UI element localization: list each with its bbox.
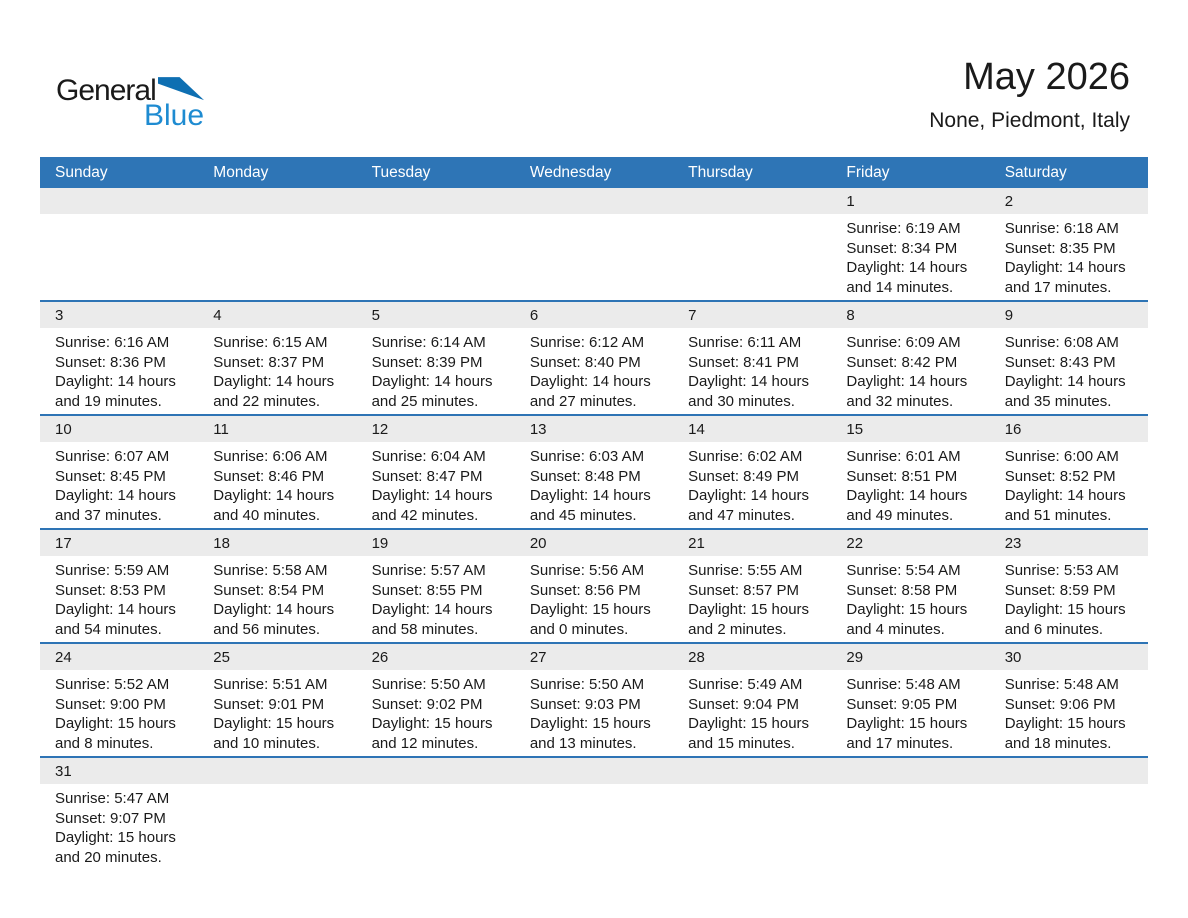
day-details	[990, 442, 1148, 528]
sunset-text: Sunset: 8:54 PM	[213, 581, 325, 599]
day-cell-empty	[990, 757, 1148, 883]
day-cell-2	[990, 188, 1148, 301]
sunset-text: Sunset: 8:51 PM	[846, 467, 958, 485]
sunset-text: Sunset: 8:56 PM	[529, 581, 641, 599]
logo-text-blue: Blue	[143, 99, 204, 132]
daylight-text-line2: and 0 minutes.	[529, 620, 629, 638]
daylight-text-line2: and 22 minutes.	[213, 392, 321, 410]
day-details	[673, 670, 831, 756]
sunset-text: Sunset: 8:36 PM	[55, 353, 166, 371]
sunrise-text: Sunrise: 6:08 AM	[1004, 334, 1119, 351]
sunrise-text: Sunrise: 6:18 AM	[1004, 220, 1119, 237]
day-number: 16	[1004, 421, 1022, 438]
daylight-text-line1: Daylight: 15 hours	[846, 715, 968, 732]
daylight-text-line2: and 6 minutes.	[1004, 620, 1104, 638]
day-number: 29	[846, 649, 864, 666]
day-details	[990, 556, 1148, 642]
sunset-text: Sunset: 9:01 PM	[213, 695, 325, 713]
sunrise-text: Sunrise: 5:53 AM	[1004, 562, 1119, 579]
day-details	[40, 442, 198, 528]
day-details	[673, 442, 831, 528]
daylight-text-line1: Daylight: 14 hours	[55, 601, 176, 618]
daylight-text-line1: Daylight: 15 hours	[846, 601, 968, 618]
daylight-text-line1: Daylight: 14 hours	[529, 487, 651, 504]
day-details	[515, 670, 673, 756]
day-cell-3	[40, 301, 198, 415]
day-cell-10	[40, 415, 198, 529]
daylight-text-line2: and 25 minutes.	[371, 392, 479, 410]
day-header-thursday: Thursday	[673, 157, 831, 188]
day-cell-15	[831, 415, 989, 529]
day-header-wednesday: Wednesday	[515, 157, 673, 188]
sunrise-text: Sunrise: 6:00 AM	[1004, 448, 1119, 465]
day-number-band	[198, 530, 356, 556]
day-number-band	[357, 302, 515, 328]
day-cell-empty	[515, 188, 673, 301]
sunset-text: Sunset: 9:06 PM	[1004, 695, 1116, 713]
day-cell-6	[515, 301, 673, 415]
day-header-sunday: Sunday	[40, 157, 198, 188]
day-number-band	[198, 188, 356, 214]
daylight-text-line1: Daylight: 14 hours	[846, 373, 968, 390]
daylight-text-line2: and 35 minutes.	[1004, 392, 1112, 410]
sunrise-text: Sunrise: 6:09 AM	[846, 334, 961, 351]
daylight-text-line1: Daylight: 14 hours	[846, 259, 968, 276]
day-cell-empty	[357, 188, 515, 301]
day-number: 25	[213, 649, 230, 666]
day-cell-30	[990, 643, 1148, 757]
day-details	[198, 442, 356, 528]
day-number: 4	[213, 307, 222, 324]
sunset-text: Sunset: 8:34 PM	[846, 239, 958, 257]
day-number-band	[673, 644, 831, 670]
sunset-text: Sunset: 9:00 PM	[55, 695, 166, 713]
sunrise-text: Sunrise: 6:06 AM	[213, 448, 328, 465]
day-number: 13	[529, 421, 547, 438]
sunset-text: Sunset: 9:03 PM	[529, 695, 641, 713]
day-number: 12	[371, 421, 389, 438]
day-number-band	[831, 644, 989, 670]
day-number: 8	[846, 307, 855, 324]
day-number-band	[357, 530, 515, 556]
day-number-band	[673, 758, 831, 784]
sunset-text: Sunset: 8:59 PM	[1004, 581, 1116, 599]
day-cell-14	[673, 415, 831, 529]
page-title: May 2026	[963, 56, 1130, 98]
day-number-band	[515, 188, 673, 214]
day-details	[357, 442, 515, 528]
week-row	[40, 188, 1148, 301]
day-number: 15	[846, 421, 864, 438]
day-header-row	[40, 157, 1148, 188]
daylight-text-line2: and 58 minutes.	[371, 620, 479, 638]
day-number-band	[357, 416, 515, 442]
day-number-band	[515, 530, 673, 556]
day-details	[198, 556, 356, 642]
sunrise-text: Sunrise: 6:03 AM	[529, 448, 645, 465]
day-number: 10	[55, 421, 72, 438]
day-details	[40, 670, 198, 756]
day-number-band	[831, 758, 989, 784]
daylight-text-line2: and 8 minutes.	[55, 734, 154, 752]
day-number-band	[990, 188, 1148, 214]
sunrise-text: Sunrise: 5:51 AM	[213, 676, 328, 693]
sunset-text: Sunset: 9:05 PM	[846, 695, 958, 713]
day-number: 28	[688, 649, 705, 666]
day-cell-29	[831, 643, 989, 757]
day-details	[515, 328, 673, 414]
day-cell-4	[198, 301, 356, 415]
daylight-text-line2: and 17 minutes.	[846, 734, 954, 752]
day-number: 23	[1004, 535, 1022, 552]
day-details	[831, 442, 989, 528]
day-details	[357, 328, 515, 414]
sunset-text: Sunset: 8:35 PM	[1004, 239, 1116, 257]
day-cell-21	[673, 529, 831, 643]
day-header-tuesday: Tuesday	[357, 157, 515, 188]
day-cell-26	[357, 643, 515, 757]
day-number-band	[990, 530, 1148, 556]
day-number-band	[40, 758, 198, 784]
day-number: 14	[688, 421, 705, 438]
day-cell-16	[990, 415, 1148, 529]
daylight-text-line1: Daylight: 14 hours	[688, 373, 810, 390]
sunset-text: Sunset: 8:42 PM	[846, 353, 958, 371]
day-cell-empty	[198, 188, 356, 301]
day-cell-9	[990, 301, 1148, 415]
daylight-text-line2: and 49 minutes.	[846, 506, 954, 524]
day-details	[40, 784, 198, 883]
day-number-band	[40, 188, 198, 214]
day-number: 7	[688, 307, 697, 324]
day-cell-5	[357, 301, 515, 415]
daylight-text-line1: Daylight: 15 hours	[55, 715, 176, 732]
sunset-text: Sunset: 8:45 PM	[55, 467, 166, 485]
sunrise-text: Sunrise: 6:01 AM	[846, 448, 961, 465]
day-number-band	[357, 758, 515, 784]
day-details	[357, 556, 515, 642]
day-cell-7	[673, 301, 831, 415]
day-details	[40, 328, 198, 414]
sunset-text: Sunset: 8:46 PM	[213, 467, 325, 485]
daylight-text-line1: Daylight: 15 hours	[529, 601, 651, 618]
daylight-text-line1: Daylight: 14 hours	[213, 373, 335, 390]
sunrise-text: Sunrise: 6:02 AM	[688, 448, 803, 465]
daylight-text-line1: Daylight: 15 hours	[371, 715, 493, 732]
daylight-text-line2: and 19 minutes.	[55, 392, 162, 410]
daylight-text-line2: and 32 minutes.	[846, 392, 954, 410]
daylight-text-line2: and 20 minutes.	[55, 848, 162, 866]
sunset-text: Sunset: 8:37 PM	[213, 353, 325, 371]
daylight-text-line1: Daylight: 15 hours	[55, 829, 176, 846]
daylight-text-line2: and 40 minutes.	[213, 506, 321, 524]
daylight-text-line1: Daylight: 15 hours	[688, 601, 810, 618]
day-number-band	[673, 530, 831, 556]
sunset-text: Sunset: 8:58 PM	[846, 581, 958, 599]
sunrise-text: Sunrise: 5:59 AM	[55, 562, 170, 579]
week-row	[40, 643, 1148, 757]
day-details	[515, 556, 673, 642]
daylight-text-line2: and 12 minutes.	[371, 734, 479, 752]
day-cell-22	[831, 529, 989, 643]
day-number-band	[990, 758, 1148, 784]
sunset-text: Sunset: 8:39 PM	[371, 353, 483, 371]
sunrise-text: Sunrise: 6:12 AM	[529, 334, 645, 351]
daylight-text-line1: Daylight: 14 hours	[371, 601, 493, 618]
day-cell-23	[990, 529, 1148, 643]
daylight-text-line1: Daylight: 14 hours	[55, 373, 176, 390]
day-cell-empty	[831, 757, 989, 883]
day-cell-27	[515, 643, 673, 757]
sunrise-text: Sunrise: 6:14 AM	[371, 334, 486, 351]
page-subtitle: None, Piedmont, Italy	[929, 108, 1130, 132]
day-number-band	[515, 644, 673, 670]
daylight-text-line2: and 27 minutes.	[529, 392, 637, 410]
daylight-text-line2: and 37 minutes.	[55, 506, 162, 524]
day-number: 26	[371, 649, 389, 666]
day-number-band	[515, 302, 673, 328]
sunrise-text: Sunrise: 5:54 AM	[846, 562, 961, 579]
sunrise-text: Sunrise: 5:58 AM	[213, 562, 328, 579]
sunrise-text: Sunrise: 5:47 AM	[55, 790, 170, 807]
sunrise-text: Sunrise: 5:49 AM	[688, 676, 803, 693]
daylight-text-line2: and 4 minutes.	[846, 620, 945, 638]
daylight-text-line2: and 2 minutes.	[688, 620, 787, 638]
daylight-text-line2: and 47 minutes.	[688, 506, 795, 524]
sunrise-text: Sunrise: 6:04 AM	[371, 448, 486, 465]
sunset-text: Sunset: 8:55 PM	[371, 581, 483, 599]
sunrise-text: Sunrise: 6:07 AM	[55, 448, 170, 465]
day-cell-11	[198, 415, 356, 529]
sunset-text: Sunset: 8:40 PM	[529, 353, 641, 371]
daylight-text-line1: Daylight: 15 hours	[213, 715, 335, 732]
daylight-text-line2: and 10 minutes.	[213, 734, 321, 752]
daylight-text-line1: Daylight: 14 hours	[688, 487, 810, 504]
day-cell-31	[40, 757, 198, 883]
logo-triangle-icon	[158, 77, 204, 101]
day-number-band	[990, 416, 1148, 442]
day-number-band	[831, 530, 989, 556]
day-number: 6	[529, 307, 539, 324]
daylight-text-line1: Daylight: 14 hours	[371, 373, 493, 390]
sunrise-text: Sunrise: 6:15 AM	[213, 334, 328, 351]
sunset-text: Sunset: 8:49 PM	[688, 467, 800, 485]
sunrise-text: Sunrise: 5:48 AM	[1004, 676, 1119, 693]
sunrise-text: Sunrise: 5:56 AM	[529, 562, 645, 579]
day-number-band	[673, 416, 831, 442]
day-cell-empty	[673, 188, 831, 301]
sunrise-text: Sunrise: 5:50 AM	[529, 676, 645, 693]
day-number: 1	[846, 193, 855, 210]
daylight-text-line1: Daylight: 15 hours	[1004, 601, 1126, 618]
daylight-text-line2: and 51 minutes.	[1004, 506, 1112, 524]
week-row	[40, 415, 1148, 529]
day-number: 21	[688, 535, 705, 552]
sunset-text: Sunset: 8:41 PM	[688, 353, 800, 371]
daylight-text-line1: Daylight: 15 hours	[1004, 715, 1126, 732]
day-cell-20	[515, 529, 673, 643]
daylight-text-line2: and 18 minutes.	[1004, 734, 1112, 752]
day-number-band	[198, 416, 356, 442]
daylight-text-line1: Daylight: 14 hours	[55, 487, 176, 504]
daylight-text-line1: Daylight: 15 hours	[529, 715, 651, 732]
week-row	[40, 301, 1148, 415]
day-details	[198, 670, 356, 756]
daylight-text-line1: Daylight: 14 hours	[371, 487, 493, 504]
daylight-text-line2: and 14 minutes.	[846, 278, 954, 296]
day-cell-empty	[357, 757, 515, 883]
day-number: 17	[55, 535, 72, 552]
day-number: 30	[1004, 649, 1022, 666]
day-number: 3	[55, 307, 64, 324]
day-details	[673, 328, 831, 414]
day-cell-24	[40, 643, 198, 757]
daylight-text-line2: and 56 minutes.	[213, 620, 321, 638]
sunset-text: Sunset: 8:48 PM	[529, 467, 641, 485]
sunrise-text: Sunrise: 5:52 AM	[55, 676, 170, 693]
day-number-band	[673, 302, 831, 328]
day-number-band	[831, 416, 989, 442]
sunset-text: Sunset: 9:04 PM	[688, 695, 800, 713]
day-cell-empty	[198, 757, 356, 883]
sunset-text: Sunset: 9:02 PM	[371, 695, 483, 713]
daylight-text-line2: and 17 minutes.	[1004, 278, 1112, 296]
day-number-band	[673, 188, 831, 214]
day-number-band	[831, 302, 989, 328]
sunrise-text: Sunrise: 6:11 AM	[688, 334, 802, 351]
day-details	[515, 442, 673, 528]
day-number-band	[40, 416, 198, 442]
day-number-band	[990, 302, 1148, 328]
sunrise-text: Sunrise: 5:55 AM	[688, 562, 803, 579]
day-cell-19	[357, 529, 515, 643]
day-cell-17	[40, 529, 198, 643]
daylight-text-line2: and 54 minutes.	[55, 620, 162, 638]
sunrise-text: Sunrise: 5:57 AM	[371, 562, 486, 579]
day-details	[673, 556, 831, 642]
day-number: 2	[1004, 193, 1014, 210]
day-number-band	[357, 644, 515, 670]
sunset-text: Sunset: 8:43 PM	[1004, 353, 1116, 371]
day-number-band	[990, 644, 1148, 670]
day-number-band	[515, 416, 673, 442]
day-number-band	[198, 758, 356, 784]
daylight-text-line2: and 30 minutes.	[688, 392, 795, 410]
day-number: 19	[371, 535, 389, 552]
day-details	[40, 556, 198, 642]
day-details	[831, 556, 989, 642]
general-blue-logo	[56, 76, 206, 131]
day-cell-1	[831, 188, 989, 301]
day-number: 22	[846, 535, 864, 552]
day-number-band	[198, 302, 356, 328]
day-details	[831, 670, 989, 756]
sunset-text: Sunset: 8:52 PM	[1004, 467, 1116, 485]
daylight-text-line1: Daylight: 14 hours	[1004, 259, 1126, 276]
daylight-text-line1: Daylight: 14 hours	[213, 487, 335, 504]
day-header-monday: Monday	[198, 157, 356, 188]
calendar-table	[40, 157, 1148, 883]
sunset-text: Sunset: 9:07 PM	[55, 809, 166, 827]
daylight-text-line1: Daylight: 15 hours	[688, 715, 810, 732]
day-number: 18	[213, 535, 230, 552]
daylight-text-line2: and 45 minutes.	[529, 506, 637, 524]
sunset-text: Sunset: 8:57 PM	[688, 581, 800, 599]
day-number-band	[40, 530, 198, 556]
day-number-band	[40, 644, 198, 670]
week-row	[40, 529, 1148, 643]
day-details	[990, 214, 1148, 300]
day-number: 11	[213, 421, 229, 438]
day-cell-empty	[673, 757, 831, 883]
sunrise-text: Sunrise: 6:16 AM	[55, 334, 170, 351]
day-number: 24	[55, 649, 72, 666]
daylight-text-line1: Daylight: 14 hours	[1004, 487, 1126, 504]
day-number-band	[40, 302, 198, 328]
day-number: 20	[529, 535, 547, 552]
daylight-text-line2: and 13 minutes.	[529, 734, 637, 752]
day-details	[198, 328, 356, 414]
logo-text-general: General	[56, 74, 156, 107]
day-number: 5	[371, 307, 380, 324]
daylight-text-line1: Daylight: 14 hours	[846, 487, 968, 504]
day-number-band	[198, 644, 356, 670]
day-header-saturday: Saturday	[990, 157, 1148, 188]
day-cell-empty	[515, 757, 673, 883]
day-cell-12	[357, 415, 515, 529]
title-block	[929, 56, 1148, 133]
sunrise-text: Sunrise: 6:19 AM	[846, 220, 961, 237]
day-number-band	[357, 188, 515, 214]
day-number: 27	[529, 649, 547, 666]
day-details	[831, 214, 989, 300]
day-cell-13	[515, 415, 673, 529]
daylight-text-line1: Daylight: 14 hours	[529, 373, 651, 390]
day-number: 9	[1004, 307, 1014, 324]
daylight-text-line2: and 15 minutes.	[688, 734, 795, 752]
week-row	[40, 757, 1148, 883]
sunset-text: Sunset: 8:47 PM	[371, 467, 483, 485]
day-cell-empty	[40, 188, 198, 301]
day-cell-18	[198, 529, 356, 643]
day-number-band	[515, 758, 673, 784]
day-cell-28	[673, 643, 831, 757]
day-header-friday: Friday	[831, 157, 989, 188]
day-details	[990, 670, 1148, 756]
day-number: 31	[55, 763, 72, 780]
day-cell-25	[198, 643, 356, 757]
sunrise-text: Sunrise: 5:50 AM	[371, 676, 486, 693]
day-details	[990, 328, 1148, 414]
day-details	[357, 670, 515, 756]
day-cell-8	[831, 301, 989, 415]
daylight-text-line1: Daylight: 14 hours	[213, 601, 335, 618]
day-number-band	[831, 188, 989, 214]
daylight-text-line1: Daylight: 14 hours	[1004, 373, 1126, 390]
sunrise-text: Sunrise: 5:48 AM	[846, 676, 961, 693]
day-details	[831, 328, 989, 414]
sunset-text: Sunset: 8:53 PM	[55, 581, 166, 599]
daylight-text-line2: and 42 minutes.	[371, 506, 479, 524]
